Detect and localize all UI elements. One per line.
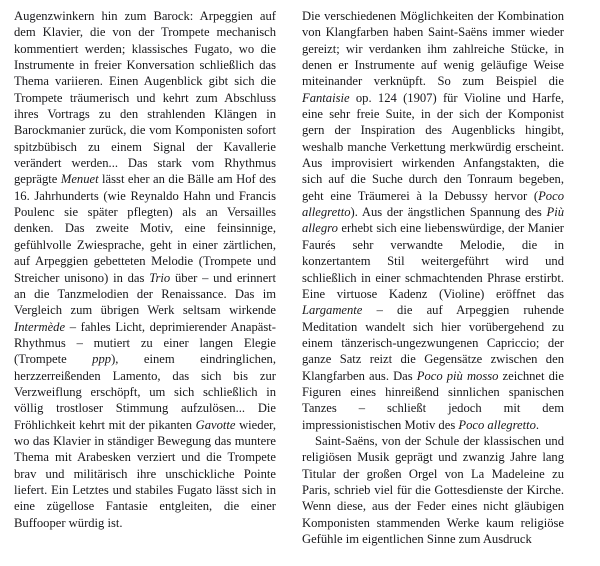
text-run: Saint-Saëns, von der Schule der klassischen und religiösen Musik geprägt und zwanzig Jahre lang Titular der großen Orgel von La Madeleine zu Paris, schrieb viel für die Gottesdienste der Kirche. Wenn diese, aus der Feder eines nicht gläubigen Komponisten stammenden Werke kaum religiöse Gefühle im eigentlichen Sinne zum Ausdruck	[302, 433, 564, 546]
right-text-column	[302, 8, 564, 560]
text-run: – fahles Licht, deprimierender Anapäst-Rhythmus – mutiert zu einer langen Elegie (Trompete	[14, 319, 276, 367]
text-run: ), einem eindringlichen, herzzerreißenden Lamento, das sich bis zur Verzweiflung erschöpft, um sich schließlich in völlig trostloser Stimmung aufzulösen... Die Fröhlichkeit kehrt mit der pikanten	[14, 352, 276, 432]
text-run: lässt eher an die Bälle am Hof des 16. Jahrhunderts (wie Reynaldo Hahn und Francis Poulenc sie später pflegten) als an Versailles denken. Das zweite Motiv, eine feinsinnige, gefühlvolle Zwiesprache, geht in einer zärtlichen, auf Arpeggien gebetteten Melodie (Trompete und Streicher unisono) in das	[14, 172, 276, 285]
paragraph	[14, 8, 276, 531]
text-run: erhebt sich eine liebenswürdige, der Manier Faurés sehr verwandte Melodie, die in konzertantem Stil weitergeführt wird und schließlich in einer schmachtenden Phrase erstirbt. Eine virtuose Kadenz (Violine) eröffnet das	[302, 221, 564, 301]
italic-run: Poco più mosso	[416, 368, 499, 383]
text-run: Augenzwinkern hin zum Barock: Arpeggien auf dem Klavier, die von der Trompete mechanisch kommentiert werden; klassisches Fugato, wo die Instrumente in freier Konversation schließlich das Thema variieren. Einen Augenblick gibt sich die Trompete träumerisch und kehrt zum Abschluss ihres Vortrags zu den strahlenden Klängen in Barockmanier zurück, die vom Komponisten sofort spitzbübisch zu einem Signal der Kavallerie verändert werden... Das stark vom Rhythmus geprägte	[14, 9, 276, 187]
left-text-column	[14, 8, 276, 560]
italic-run: Largamente	[302, 303, 363, 318]
text-run: – die auf Arpeggien ruhende Meditation wandelt sich hier vorübergehend zu einem tänzerisch-ungezwungenen Capriccio; der ganze Satz reizt die Gegensätze zwischen den Klangfarben aus. Das	[302, 303, 564, 383]
paragraph	[302, 8, 564, 433]
paragraph	[302, 433, 564, 547]
italic-run: Più allegro	[302, 205, 564, 236]
text-run: über – und erinnert an die Tanzmelodien der Renaissance. Das im Vergleich zum übrigen Werk seltsam wirkende	[14, 270, 276, 318]
text-run: wieder, wo das Klavier in ständiger Bewegung das muntere Thema mit Arabesken verziert und die Trompete brav und militärisch ihre unschickliche Pointe liefert. Ein Letztes und stabiles Fugato lässt sich in eine zügellose Fantasie entgleiten, die einer Buffooper würdig ist.	[14, 417, 276, 530]
text-run: op. 124 (1907) für Violine und Harfe, eine sehr freie Suite, in der sich der Komponist gern der Inspiration des Augenblicks hingibt, weshalb manche Verkettung merkwürdig erscheint. Aus improvisiert wirkenden Anfangstakten, die sich auf die Suche durch den Tonraum begeben, geht eine Träumerei à la Debussy hervor (	[302, 90, 564, 203]
italic-run: Trio	[149, 270, 171, 285]
italic-run: ppp	[92, 352, 112, 367]
italic-run: Poco allegretto	[458, 417, 536, 432]
italic-run: Intermède	[14, 319, 66, 334]
text-run: zeichnet die Figuren eines hinreißend sinnlichen spanischen Tanzes – schließt jedoch mit dem impressionistischen Motiv des	[302, 368, 564, 432]
italic-run: Fantaisie	[302, 90, 350, 105]
italic-run: Poco allegretto	[302, 188, 564, 220]
text-run: .	[535, 417, 540, 432]
italic-run: Menuet	[60, 172, 99, 187]
italic-run: Gavotte	[195, 417, 236, 432]
text-run: ). Aus der ängstlichen Spannung des	[350, 205, 547, 220]
text-run: Die verschiedenen Möglichkeiten der Kombination von Klangfarben haben Saint-Saëns immer wieder gereizt; wir verdanken ihm zahlreiche Stücke, in denen er Instrumente auf wenig geläufige Weise miteinander verknüpft. So zum Beispiel die	[302, 9, 564, 89]
